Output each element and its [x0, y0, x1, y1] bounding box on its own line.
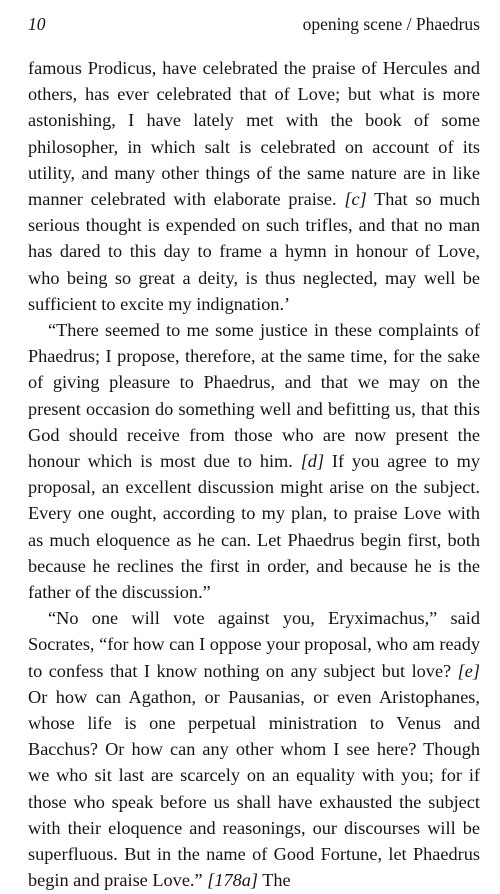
text-run: The: [258, 870, 291, 891]
text-run: famous Prodicus, have celebrated the praise of Hercules and others, has ever celebrated that of Love; but what is more astonishing, I have lately met with the book of some philosopher, in which salt is celebrated on account of its utility, and many other things of the same nature are in like manner celebrated with elaborate praise.: [28, 58, 480, 210]
page-number: 10: [28, 14, 46, 34]
stephanus-reference: [c]: [344, 189, 367, 210]
paragraph-proposal: [28, 317, 480, 605]
stephanus-reference: [e]: [457, 660, 480, 681]
paragraph-prodicus: [28, 55, 480, 317]
text-run: Or how can Agathon, or Pausanias, or even Aristophanes, whose life is one perpetual ministration to Venus and Bacchus? Or how can any other whom I see here? Though we who sit last are scarcely on an equality with you; for if those who speak before us shall have exhausted the subject with their eloquence and reasonings, our discourses will be superfluous. But in the name of Good Fortune, let Phaedrus begin and praise Love.”: [28, 686, 480, 891]
text-run: That so much serious thought is expended on such trifles, and that no man has dared to this day to frame a hymn in honour of Love, who being so great a deity, is thus neglected, may well be sufficient to excite my indignation.’: [28, 189, 480, 314]
text-run: If you agree to my proposal, an excellent discussion might arise on the subject. Every one ought, according to my plan, to praise Love with as much eloquence as he can. Let Phaedrus begin first, both because he reclines the first in order, and because he is the father of the discussion.”: [28, 451, 480, 603]
stephanus-reference: [d]: [300, 451, 325, 472]
text-run: “No one will vote against you, Eryximachus,” said Socrates, “for how can I oppose your proposal, who am ready to confess that I know nothing on any subject but love?: [28, 608, 480, 681]
body-text: [28, 55, 480, 894]
stephanus-reference: [178a]: [207, 870, 258, 891]
text-run: “There seemed to me some justice in these complaints of Phaedrus; I propose, therefore, at the same time, for the sake of giving pleasure to Phaedrus, and that we may on the present occasion do something well and befitting us, that this God should receive from those who are now present the honour which is most due to him.: [28, 320, 480, 472]
page-header: [28, 14, 480, 42]
paragraph-socrates-reply: [28, 605, 480, 893]
running-head: opening scene / Phaedrus: [302, 14, 480, 34]
